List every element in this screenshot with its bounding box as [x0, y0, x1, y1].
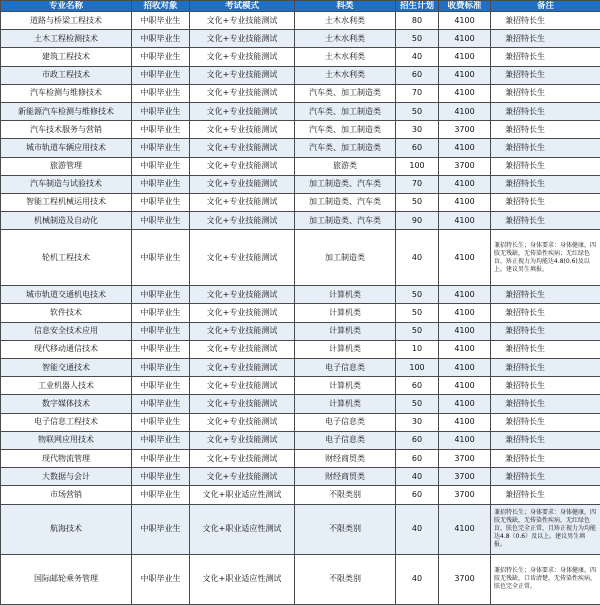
cell-category: 加工制造类、汽车类: [295, 175, 396, 193]
cell-major-name: 软件技术: [1, 304, 132, 322]
table-row: [1, 121, 600, 139]
cell-category: 电子信息类: [295, 413, 396, 431]
cell-target: 中职毕业生: [132, 449, 190, 467]
cell-fee: 4100: [439, 395, 491, 413]
cell-fee: 4100: [439, 304, 491, 322]
cell-plan: 60: [396, 431, 439, 449]
cell-exam-mode: 文化+专业技能测试: [190, 48, 295, 66]
cell-plan: 50: [396, 102, 439, 120]
cell-exam-mode: 文化+专业技能测试: [190, 449, 295, 467]
cell-target: 中职毕业生: [132, 157, 190, 175]
header-target: 招收对象: [132, 1, 190, 12]
cell-target: 中职毕业生: [132, 30, 190, 48]
cell-plan: 10: [396, 340, 439, 358]
cell-remark: 兼招特长生: [491, 468, 600, 486]
cell-fee: 3700: [439, 486, 491, 504]
cell-target: 中职毕业生: [132, 193, 190, 211]
cell-fee: 3700: [439, 554, 491, 604]
cell-remark: 兼招特长生: [491, 84, 600, 102]
cell-major-name: 建筑工程技术: [1, 48, 132, 66]
cell-plan: 50: [396, 193, 439, 211]
cell-fee: 4100: [439, 66, 491, 84]
cell-plan: 30: [396, 121, 439, 139]
cell-major-name: 机械制造及自动化: [1, 212, 132, 230]
cell-remark: 兼招特长生: [491, 413, 600, 431]
cell-exam-mode: 文化+专业技能测试: [190, 468, 295, 486]
cell-plan: 50: [396, 322, 439, 340]
table-row: [1, 66, 600, 84]
cell-fee: 3700: [439, 468, 491, 486]
table-row: [1, 102, 600, 120]
cell-fee: 3700: [439, 157, 491, 175]
cell-category: 汽车类、加工制造类: [295, 84, 396, 102]
cell-exam-mode: 文化+专业技能测试: [190, 286, 295, 304]
cell-target: 中职毕业生: [132, 340, 190, 358]
cell-category: 计算机类: [295, 395, 396, 413]
cell-exam-mode: 文化+专业技能测试: [190, 84, 295, 102]
cell-category: 汽车类、加工制造类: [295, 121, 396, 139]
table-row: [1, 286, 600, 304]
cell-category: 计算机类: [295, 322, 396, 340]
cell-exam-mode: 文化+专业技能测试: [190, 359, 295, 377]
cell-target: 中职毕业生: [132, 102, 190, 120]
cell-remark: 兼招特长生: [491, 193, 600, 211]
cell-major-name: 土木工程检测技术: [1, 30, 132, 48]
cell-target: 中职毕业生: [132, 212, 190, 230]
cell-fee: 4100: [439, 102, 491, 120]
cell-major-name: 旅游管理: [1, 157, 132, 175]
cell-major-name: 数字媒体技术: [1, 395, 132, 413]
cell-major-name: 现代移动通信技术: [1, 340, 132, 358]
cell-major-name: 新能源汽车检测与维修技术: [1, 102, 132, 120]
cell-category: 计算机类: [295, 304, 396, 322]
cell-fee: 4100: [439, 48, 491, 66]
cell-category: 汽车类、加工制造类: [295, 139, 396, 157]
cell-target: 中职毕业生: [132, 175, 190, 193]
cell-major-name: 汽车技术服务与营销: [1, 121, 132, 139]
cell-category: 加工制造类、汽车类: [295, 212, 396, 230]
cell-category: 旅游类: [295, 157, 396, 175]
cell-target: 中职毕业生: [132, 84, 190, 102]
cell-remark: 兼招特长生: [491, 431, 600, 449]
cell-plan: 40: [396, 230, 439, 286]
cell-remark: 兼招特长生: [491, 12, 600, 30]
cell-remark: 兼招特长生: [491, 359, 600, 377]
cell-target: 中职毕业生: [132, 121, 190, 139]
cell-remark: 兼招特长生: [491, 48, 600, 66]
table-row: [1, 84, 600, 102]
cell-exam-mode: 文化+专业技能测试: [190, 340, 295, 358]
cell-remark: 兼招特长生: [491, 157, 600, 175]
cell-major-name: 物联网应用技术: [1, 431, 132, 449]
table-row: [1, 157, 600, 175]
cell-category: 汽车类、加工制造类: [295, 102, 396, 120]
cell-fee: 4100: [439, 12, 491, 30]
table-row: [1, 504, 600, 554]
cell-remark: 兼招特长生: [491, 340, 600, 358]
table-row: [1, 554, 600, 604]
header-category: 科类: [295, 1, 396, 12]
cell-fee: 4100: [439, 340, 491, 358]
table-row: [1, 304, 600, 322]
cell-remark: 兼招特长生: [491, 102, 600, 120]
cell-exam-mode: 文化+职业适应性测试: [190, 486, 295, 504]
cell-plan: 40: [396, 554, 439, 604]
cell-major-name: 航海技术: [1, 504, 132, 554]
table-row: [1, 139, 600, 157]
cell-exam-mode: 文化+专业技能测试: [190, 431, 295, 449]
cell-fee: 4100: [439, 286, 491, 304]
table-row: [1, 395, 600, 413]
cell-major-name: 市场营销: [1, 486, 132, 504]
cell-remark: 兼招特长生: [491, 212, 600, 230]
cell-exam-mode: 文化+专业技能测试: [190, 175, 295, 193]
cell-category: 计算机类: [295, 286, 396, 304]
cell-major-name: 轮机工程技术: [1, 230, 132, 286]
table-row: [1, 212, 600, 230]
cell-exam-mode: 文化+专业技能测试: [190, 322, 295, 340]
cell-target: 中职毕业生: [132, 12, 190, 30]
cell-exam-mode: 文化+专业技能测试: [190, 304, 295, 322]
cell-category: 计算机类: [295, 340, 396, 358]
cell-remark: 兼招特长生: [491, 175, 600, 193]
cell-remark: 兼招特长生: [491, 30, 600, 48]
cell-category: 加工制造类: [295, 230, 396, 286]
cell-target: 中职毕业生: [132, 377, 190, 395]
cell-major-name: 汽车检测与维修技术: [1, 84, 132, 102]
table-row: [1, 48, 600, 66]
cell-target: 中职毕业生: [132, 230, 190, 286]
cell-category: 财经商贸类: [295, 468, 396, 486]
table-row: [1, 193, 600, 211]
cell-major-name: 道路与桥梁工程技术: [1, 12, 132, 30]
cell-major-name: 城市轨道车辆应用技术: [1, 139, 132, 157]
table-row: [1, 413, 600, 431]
cell-plan: 100: [396, 359, 439, 377]
cell-plan: 40: [396, 468, 439, 486]
table-row: [1, 175, 600, 193]
cell-target: 中职毕业生: [132, 554, 190, 604]
cell-fee: 3700: [439, 121, 491, 139]
cell-plan: 60: [396, 66, 439, 84]
cell-category: 加工制造类、汽车类: [295, 193, 396, 211]
cell-remark: 兼招特长生: [491, 322, 600, 340]
table-row: [1, 230, 600, 286]
cell-fee: 4100: [439, 84, 491, 102]
cell-major-name: 现代物流管理: [1, 449, 132, 467]
cell-exam-mode: 文化+专业技能测试: [190, 377, 295, 395]
table-row: [1, 340, 600, 358]
cell-major-name: 大数据与会计: [1, 468, 132, 486]
table-row: [1, 377, 600, 395]
table-header-row: [1, 1, 600, 12]
cell-category: 电子信息类: [295, 431, 396, 449]
cell-exam-mode: 文化+专业技能测试: [190, 395, 295, 413]
cell-plan: 80: [396, 12, 439, 30]
cell-plan: 50: [396, 30, 439, 48]
cell-fee: 4100: [439, 431, 491, 449]
header-remark: 备注: [491, 1, 600, 12]
cell-fee: 4100: [439, 139, 491, 157]
cell-remark: 兼招特长生；身体要求：身体健康，四肢无残缺，无传染性疾病，无红绿色盲，肤色完全正常，且矫正视力为均能达4.8（0.6）及以上。建议男生填报。: [491, 504, 600, 554]
cell-exam-mode: 文化+专业技能测试: [190, 66, 295, 84]
cell-plan: 50: [396, 395, 439, 413]
cell-target: 中职毕业生: [132, 431, 190, 449]
cell-major-name: 信息安全技术应用: [1, 322, 132, 340]
cell-target: 中职毕业生: [132, 304, 190, 322]
cell-category: 土木水利类: [295, 66, 396, 84]
cell-major-name: 智能交通技术: [1, 359, 132, 377]
cell-plan: 40: [396, 504, 439, 554]
header-major: 专业名称: [1, 1, 132, 12]
cell-plan: 40: [396, 48, 439, 66]
cell-target: 中职毕业生: [132, 322, 190, 340]
cell-remark: 兼招特长生: [491, 449, 600, 467]
cell-fee: 4100: [439, 322, 491, 340]
cell-category: 土木水利类: [295, 12, 396, 30]
cell-exam-mode: 文化+专业技能测试: [190, 30, 295, 48]
cell-exam-mode: 文化+专业技能测试: [190, 102, 295, 120]
cell-fee: 4100: [439, 30, 491, 48]
cell-remark: 兼招特长生: [491, 304, 600, 322]
cell-plan: 60: [396, 139, 439, 157]
cell-remark: 兼招特长生；身体要求：身体健康，四肢无残缺，口齿清楚，无传染性疾病，肤色完全正常。: [491, 554, 600, 604]
cell-exam-mode: 文化+职业适应性测试: [190, 504, 295, 554]
cell-plan: 100: [396, 157, 439, 175]
cell-plan: 50: [396, 304, 439, 322]
cell-target: 中职毕业生: [132, 486, 190, 504]
cell-fee: 4100: [439, 193, 491, 211]
cell-major-name: 智能工程机械运用技术: [1, 193, 132, 211]
cell-remark: 兼招特长生: [491, 486, 600, 504]
cell-target: 中职毕业生: [132, 468, 190, 486]
cell-plan: 70: [396, 84, 439, 102]
cell-exam-mode: 文化+职业适应性测试: [190, 554, 295, 604]
cell-target: 中职毕业生: [132, 286, 190, 304]
cell-exam-mode: 文化+专业技能测试: [190, 121, 295, 139]
cell-plan: 50: [396, 286, 439, 304]
table-row: [1, 486, 600, 504]
header-exam-mode: 考试模式: [190, 1, 295, 12]
table-row: [1, 359, 600, 377]
cell-remark: 兼招特长生: [491, 121, 600, 139]
header-fee: 收费标准: [439, 1, 491, 12]
cell-remark: 兼招特长生: [491, 395, 600, 413]
cell-fee: 4100: [439, 413, 491, 431]
cell-category: 财经商贸类: [295, 449, 396, 467]
cell-fee: 4100: [439, 504, 491, 554]
cell-category: 土木水利类: [295, 48, 396, 66]
table-row: [1, 468, 600, 486]
cell-target: 中职毕业生: [132, 413, 190, 431]
cell-category: 不限类别: [295, 504, 396, 554]
table-row: [1, 431, 600, 449]
cell-plan: 60: [396, 449, 439, 467]
cell-major-name: 汽车制造与试验技术: [1, 175, 132, 193]
table-row: [1, 30, 600, 48]
cell-major-name: 国际邮轮乘务管理: [1, 554, 132, 604]
cell-major-name: 市政工程技术: [1, 66, 132, 84]
cell-plan: 90: [396, 212, 439, 230]
cell-target: 中职毕业生: [132, 359, 190, 377]
cell-target: 中职毕业生: [132, 504, 190, 554]
table-row: [1, 449, 600, 467]
table-row: [1, 322, 600, 340]
cell-major-name: 电子信息工程技术: [1, 413, 132, 431]
cell-major-name: 工业机器人技术: [1, 377, 132, 395]
cell-fee: 4100: [439, 175, 491, 193]
cell-remark: 兼招特长生；身体要求：身体健康，四肢无残缺，无传染性疾病；无红绿色盲，矫正视力为均能达4.8(0.6)及以上。建议男生填报。: [491, 230, 600, 286]
cell-plan: 30: [396, 413, 439, 431]
cell-fee: 4100: [439, 377, 491, 395]
cell-remark: 兼招特长生: [491, 286, 600, 304]
cell-exam-mode: 文化+专业技能测试: [190, 12, 295, 30]
cell-target: 中职毕业生: [132, 48, 190, 66]
cell-remark: 兼招特长生: [491, 377, 600, 395]
cell-category: 电子信息类: [295, 359, 396, 377]
cell-exam-mode: 文化+专业技能测试: [190, 212, 295, 230]
table-row: [1, 12, 600, 30]
cell-fee: 4100: [439, 212, 491, 230]
cell-plan: 60: [396, 486, 439, 504]
cell-exam-mode: 文化+专业技能测试: [190, 193, 295, 211]
header-plan: 招生计划: [396, 1, 439, 12]
cell-target: 中职毕业生: [132, 395, 190, 413]
cell-exam-mode: 文化+专业技能测试: [190, 413, 295, 431]
cell-target: 中职毕业生: [132, 139, 190, 157]
cell-plan: 60: [396, 377, 439, 395]
cell-fee: 4100: [439, 359, 491, 377]
cell-major-name: 城市轨道交通机电技术: [1, 286, 132, 304]
cell-exam-mode: 文化+专业技能测试: [190, 139, 295, 157]
cell-plan: 70: [396, 175, 439, 193]
cell-exam-mode: 文化+专业技能测试: [190, 230, 295, 286]
cell-remark: 兼招特长生: [491, 139, 600, 157]
cell-target: 中职毕业生: [132, 66, 190, 84]
cell-category: 土木水利类: [295, 30, 396, 48]
cell-fee: 4100: [439, 230, 491, 286]
cell-exam-mode: 文化+专业技能测试: [190, 157, 295, 175]
cell-category: 不限类别: [295, 486, 396, 504]
cell-category: 不限类别: [295, 554, 396, 604]
cell-fee: 3700: [439, 449, 491, 467]
cell-category: 计算机类: [295, 377, 396, 395]
cell-remark: 兼招特长生: [491, 66, 600, 84]
